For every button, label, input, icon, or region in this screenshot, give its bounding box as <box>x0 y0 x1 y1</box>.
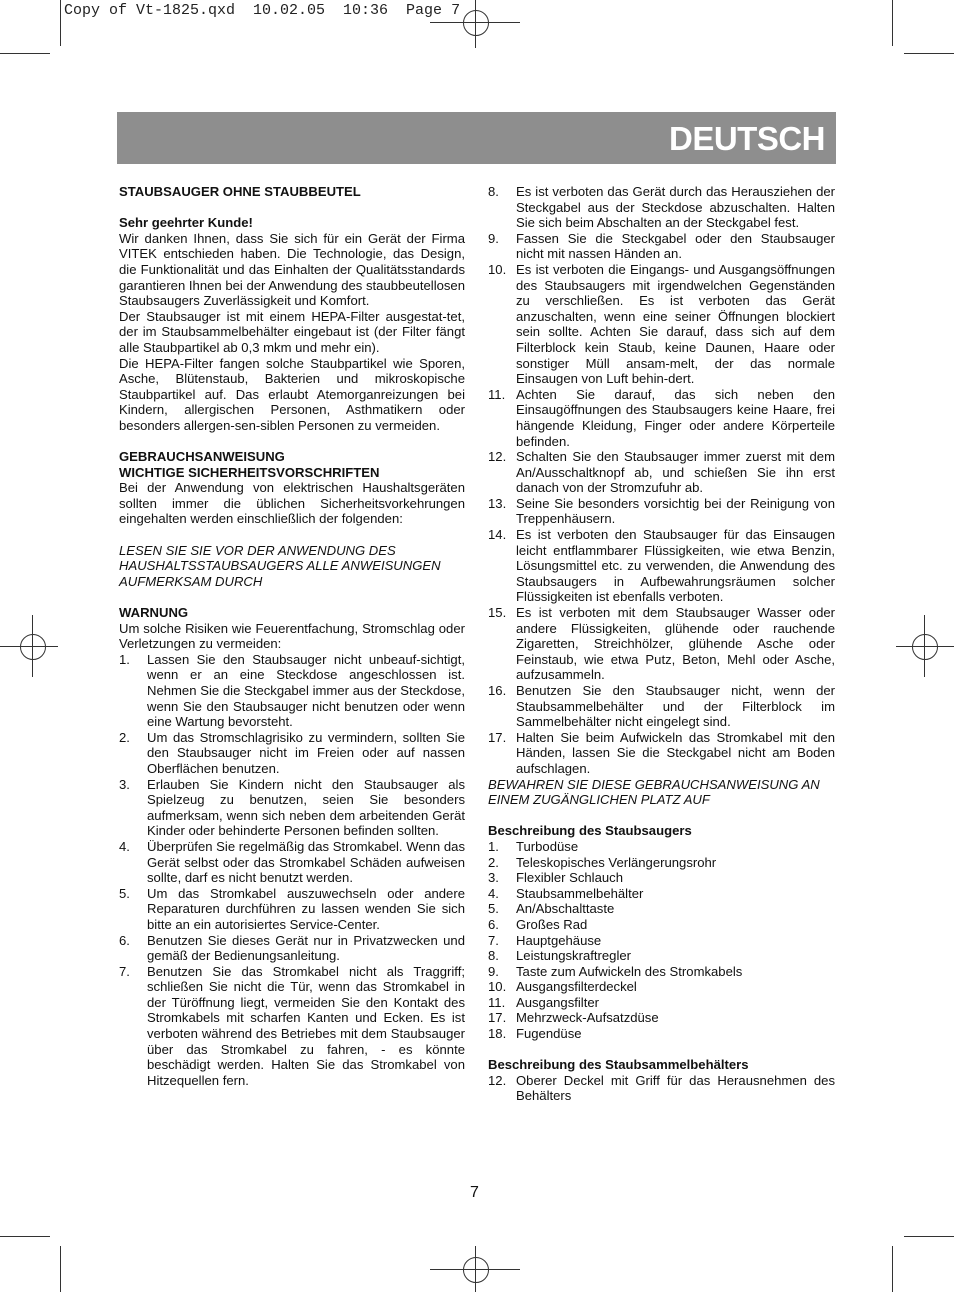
registration-mark <box>0 646 58 647</box>
item-text: Großes Rad <box>516 916 588 932</box>
safety-intro: Bei der Anwendung von elektrischen Haushaltsgeräten sollten immer die üblichen Sicherheitsvorkehrungen eingehalten werden einschließlich der folgenden: <box>119 480 465 527</box>
item-number: 1. <box>488 838 499 854</box>
part-item <box>488 979 835 995</box>
part-item <box>488 917 835 933</box>
warning-list <box>119 652 465 1089</box>
container-parts-list <box>488 1073 835 1104</box>
list-item <box>119 964 465 1089</box>
item-text: An/Abschalttaste <box>516 901 615 917</box>
parts-list <box>488 839 835 1042</box>
item-number: 10. <box>488 979 507 995</box>
item-number: 2. <box>488 854 499 870</box>
item-number: 1. <box>119 651 130 667</box>
item-text: Seine Sie besonders vorsichtig bei der Reinigung von Treppenhäusern. <box>516 495 835 527</box>
crop-mark <box>904 53 954 54</box>
item-text: Staubsammelbehälter <box>516 885 644 901</box>
document-title: STAUBSAUGER OHNE STAUBBEUTEL <box>119 184 361 199</box>
list-item <box>488 683 835 730</box>
part-item <box>488 995 835 1011</box>
item-number: 9. <box>488 963 499 979</box>
item-text: Mehrzweck-Aufsatzdüse <box>516 1010 659 1026</box>
item-text: Es ist verboten die Eingangs- und Ausgangsöffnungen des Staubsaugers mit irgendwelchen Gegenständen zu verschließen. Es ist verboten das Gerät anzuschalten, wenn eine seiner Öffnungen blockiert sein sollte. Achten Sie darauf, dass sich auf dem Filterblock kein Staub, keine Daunen, Haare oder sonstiger Müll ansam-melt, der das normale Einsaugen von Luft behin-dert. <box>516 261 835 387</box>
item-text: Es ist verboten mit dem Staubsauger Wasser oder andere Flüssigkeiten, glühende oder rauchende Zigaretten, Streichhölzer, glühende Asche oder Feinstaub, wie etwa Putz, Beton, Mehl oder Asche, aufzusammeln. <box>516 605 835 683</box>
item-number: 10. <box>488 261 507 277</box>
warning-list-continued <box>488 184 835 777</box>
part-item <box>488 855 835 871</box>
part-item <box>488 948 835 964</box>
item-text: Turbodüse <box>516 838 579 854</box>
item-text: Halten Sie beim Aufwickeln das Stromkabel mit den Händen, lassen Sie die Steckgabel nicht am Boden aufschlagen. <box>516 729 835 776</box>
right-column <box>488 184 835 1104</box>
part-item <box>488 964 835 980</box>
list-item <box>488 231 835 262</box>
list-item <box>119 652 465 730</box>
warning-intro: Um solche Risiken wie Feuerentfachung, Stromschlag oder Verletzungen zu vermeiden: <box>119 620 465 652</box>
part-item <box>488 839 835 855</box>
item-number: 11. <box>488 386 506 402</box>
read-notice: LESEN SIE SIE VOR DER ANWENDUNG DES HAUSHALTSSTAUBSAUGERS ALLE ANWEISUNGEN AUFMERKSAM DURCH <box>119 542 441 589</box>
item-number: 5. <box>119 885 130 901</box>
crop-mark <box>0 1236 50 1237</box>
item-number: 5. <box>488 901 499 917</box>
part-item <box>488 901 835 917</box>
item-number: 16. <box>488 683 507 698</box>
list-item <box>119 933 465 964</box>
item-number: 8. <box>488 948 499 964</box>
list-item <box>488 184 835 231</box>
container-heading: Beschreibung des Staubsammelbehälters <box>488 1057 749 1073</box>
registration-mark <box>20 634 46 660</box>
item-text: Benutzen Sie den Staubsauger nicht, wenn der Staubsammelbehälter und der Filterblock im Sammelbehälter nicht eingelegt sind. <box>516 683 835 730</box>
page-number: 7 <box>470 1184 479 1201</box>
item-number: 8. <box>488 184 499 199</box>
list-item <box>488 387 835 449</box>
list-item <box>488 449 835 496</box>
item-text: Benutzen Sie dieses Gerät nur in Privatzwecken und gemäß der Bedienungsanleitung. <box>147 932 465 964</box>
item-text: Überprüfen Sie regelmäßig das Stromkabel. Wenn das Gerät selbst oder das Stromkabel Schäden aufweisen sollte, darf es nicht benutzt werden. <box>147 838 465 886</box>
description-heading: Beschreibung des Staubsaugers <box>488 823 692 839</box>
crop-mark <box>892 0 893 46</box>
list-item <box>488 730 835 777</box>
item-text: Ausgangsfilter <box>516 994 599 1010</box>
item-text: Leistungskraftregler <box>516 948 631 964</box>
registration-mark <box>924 615 925 677</box>
item-number: 4. <box>119 838 130 854</box>
registration-mark <box>463 1257 489 1283</box>
item-text: Hauptgehäuse <box>516 932 602 948</box>
item-number: 2. <box>119 729 130 745</box>
part-item <box>488 1073 835 1104</box>
greeting: Sehr geehrter Kunde! <box>119 215 253 231</box>
intro-paragraph: Die HEPA-Filter fangen solche Staubpartikel wie Sporen, Asche, Blütenstaub, Bakterien und mikroskopische Staubpartikel auf. Das erlaubt Atemorganreizungen bei Kindern, allergischen Personen, Asthmatikern oder besonders allergen-sen-siblen Personen zu vermeiden. <box>119 355 465 433</box>
part-item <box>488 886 835 902</box>
list-item <box>119 839 465 886</box>
item-text: Um das Stromschlagrisiko zu vermindern, sollten Sie den Staubsauger nicht im Freien oder auf nassen Oberflächen benutzen. <box>147 729 465 776</box>
registration-mark <box>912 634 938 660</box>
registration-mark <box>463 10 489 36</box>
item-text: Fugendüse <box>516 1026 582 1042</box>
registration-mark <box>32 615 33 677</box>
part-item <box>488 870 835 886</box>
list-item <box>119 886 465 933</box>
keep-notice: BEWAHREN SIE DIESE GEBRAUCHSANWEISUNG AN EINEM ZUGÄNGLICHEN PLATZ AUF <box>488 776 820 808</box>
list-item <box>488 605 835 683</box>
item-number: 9. <box>488 230 499 246</box>
print-slug: Copy of Vt-1825.qxd 10.02.05 10:36 Page 7 <box>64 2 461 19</box>
safety-heading: WICHTIGE SICHERHEITSVORSCHRIFTEN <box>119 464 380 480</box>
item-number: 14. <box>488 527 507 543</box>
crop-mark <box>904 1236 954 1237</box>
item-text: Erlauben Sie Kindern nicht den Staubsauger als Spielzeug zu benutzen, seien Sie besonders aufmerksam, wenn sich neben dem arbeitenden Gerät Kinder oder behinderte Personen befinden sollten. <box>147 776 465 839</box>
part-item <box>488 1010 835 1026</box>
item-number: 17. <box>488 1010 507 1026</box>
item-number: 6. <box>119 932 130 948</box>
item-text: Um das Stromkabel auszuwechseln oder andere Reparaturen durchführen zu lassen wenden Sie sich bitte an ein autorisiertes Service-Center. <box>147 885 465 932</box>
registration-mark <box>896 646 954 647</box>
usage-heading: GEBRAUCHSANWEISUNG <box>119 449 285 465</box>
item-text: Lassen Sie den Staubsauger nicht unbeauf-sichtigt, wenn er an eine Steckdose angeschlossen ist. Nehmen Sie die Steckgabel immer aus der Steckdose, wenn Sie den Staubsauger nicht benutzen oder wenn eine Wartung bevorsteht. <box>147 651 465 730</box>
item-number: 13. <box>488 495 507 511</box>
item-text: Schalten Sie den Staubsauger immer zuerst mit dem An/Ausschaltknopf ab, und schießen Sie ihn erst danach von der Stromzufuhr ab. <box>516 449 835 496</box>
item-text: Teleskopisches Verlängerungsrohr <box>516 854 717 870</box>
item-text: Taste zum Aufwickeln des Stromkabels <box>516 963 743 979</box>
list-item <box>488 527 835 605</box>
item-number: 11. <box>488 994 506 1010</box>
list-item <box>119 730 465 777</box>
registration-mark <box>475 0 476 48</box>
item-number: 15. <box>488 605 507 621</box>
item-text: Es ist verboten den Staubsauger für das Einsaugen leicht entflammbarer Flüssigkeiten, wie etwa Benzin, Lösungsmittel etc. zu verwenden, die Anwendung des Staubsaugers in Aufbewahrungsräumen solcher Flüssigkeiten ist ebenfalls verboten. <box>516 527 835 605</box>
list-item <box>488 262 835 387</box>
part-item <box>488 1026 835 1042</box>
item-text: Ausgangsfilterdeckel <box>516 979 637 995</box>
item-number: 7. <box>488 932 499 948</box>
item-number: 4. <box>488 885 499 901</box>
crop-mark <box>60 1246 61 1292</box>
item-number: 17. <box>488 729 507 745</box>
intro-paragraph: Der Staubsauger ist mit einem HEPA-Filter ausgestat-tet, der im Staubsammelbehälter eingebaut ist (der Filter fängt alle Staubpartikel ab 0,3 mkm und mehr ein). <box>119 308 465 355</box>
warning-heading: WARNUNG <box>119 605 189 621</box>
item-number: 12. <box>488 1072 507 1088</box>
item-number: 7. <box>119 963 130 979</box>
item-text: Fassen Sie die Steckgabel oder den Staubsauger nicht mit nassen Händen an. <box>516 230 835 262</box>
part-item <box>488 933 835 949</box>
item-number: 6. <box>488 916 499 932</box>
item-text: Benutzen Sie das Stromkabel nicht als Traggriff; schließen Sie nicht die Tür, wenn das Stromkabel in der Türöffnung liegt, vermeiden Sie den Kontakt des Stromkabels mit scharfen Kanten und Ecken. Es ist verboten während des Betriebes mit dem Staubsauger über das Stromkabel zu fahren, - es könnte beschädigt werden. Halten Sie das Stromkabel von Hitzequellen fern. <box>147 963 465 1088</box>
item-text: Es ist verboten das Gerät durch das Herausziehen der Steckgabel aus der Steckdose abzuschalten. Halten Sie sich beim Abschalten an der Steckgabel fest. <box>516 184 835 231</box>
item-number: 12. <box>488 449 507 465</box>
item-text: Oberer Deckel mit Griff für das Herausnehmen des Behälters <box>516 1072 835 1104</box>
crop-mark <box>60 0 61 46</box>
registration-mark <box>475 1246 476 1292</box>
item-number: 3. <box>488 870 499 886</box>
item-text: Achten Sie darauf, das sich neben den Einsaugöffnungen des Staubsaugers keine Haare, frei hängende Kleidung, Finger oder andere Körperteile befinden. <box>516 386 835 449</box>
item-text: Flexibler Schlauch <box>516 870 623 886</box>
left-column <box>119 184 465 1088</box>
intro-paragraph: Wir danken Ihnen, dass Sie sich für ein Gerät der Firma VITEK entschieden haben. Die Technologie, das Design, die Funktionalität und das Einhalten der Qualitätsstandards garantieren Ihnen bei der Anwendung des staubbeutellosen Staubsaugers Zuverlässigkeit und Komfort. <box>119 230 465 309</box>
crop-mark <box>892 1246 893 1292</box>
language-title: DEUTSCH <box>668 120 825 157</box>
item-number: 3. <box>119 776 130 792</box>
crop-mark <box>0 53 50 54</box>
list-item <box>488 496 835 527</box>
language-banner <box>117 112 836 164</box>
list-item <box>119 777 465 839</box>
item-number: 18. <box>488 1026 507 1042</box>
